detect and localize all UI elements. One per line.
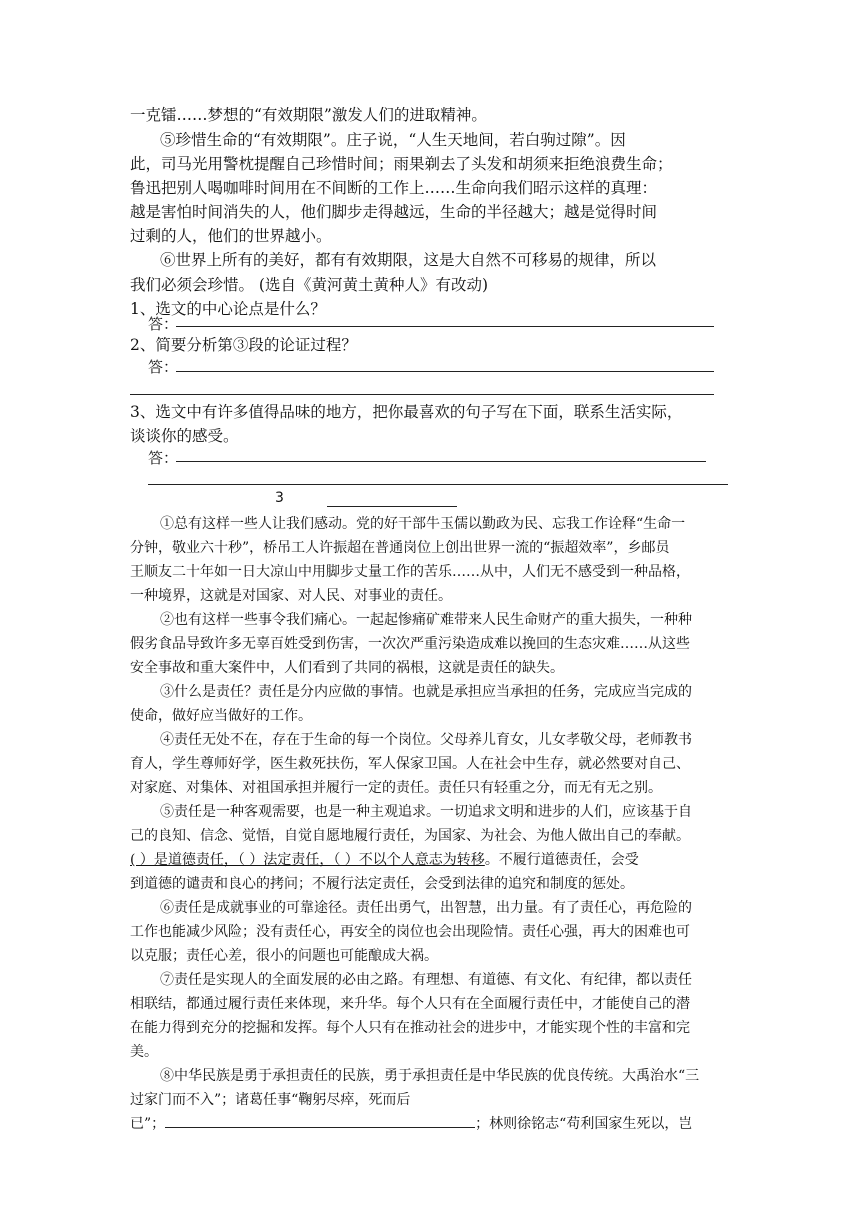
text-line: ⑥世界上所有的美好，都有有效期限，这是大自然不可移易的规律，所以 (160, 251, 657, 269)
text-line: 相联结，都通过履行责任来体现，来升华。每个人只有在全面履行责任中，才能使自己的潜 (130, 996, 690, 1012)
text-line: ⑦责任是实现人的全面发展的必由之路。有理想、有道德、有文化、有纪律，都以责任 (160, 972, 692, 988)
text-line: 鲁迅把别人喝咖啡时间用在不间断的工作上……生命向我们昭示这样的真理： (130, 179, 658, 197)
text-line: 使命，做好应当做好的工作。 (130, 708, 312, 724)
answer-line[interactable] (176, 326, 714, 327)
text-line: 一种境界，这就是对国家、对人民、对事业的责任。 (130, 588, 452, 604)
answer-line[interactable] (176, 371, 714, 372)
text-line: 对家庭、对集体、对祖国承担并履行一定的责任。责任只有轻重之分，而无有无之别。 (130, 780, 662, 796)
text-line: 王顺友二十年如一日大凉山中用脚步丈量工作的苦乐……从中，人们无不感受到一种品格， (130, 564, 690, 580)
text-line: ②也有这样一些事令我们痛心。一起起惨痛矿难带来人民生命财产的重大损失，一种种 (160, 612, 692, 628)
title-blank-line[interactable] (327, 506, 457, 507)
question-1: 1、选文的中心论点是什么？ (130, 300, 326, 318)
text-line: 美。 (130, 1044, 158, 1060)
text-line: 在能力得到充分的挖掘和发挥。每个人只有在推动社会的进步中，才能实现个性的丰富和完 (130, 1020, 690, 1036)
text-line: 此，司马光用警枕提醒自己珍惜时间；雨果剃去了头发和胡须来拒绝浪费生命； (130, 155, 673, 173)
text-line: 到道德的谴责和良心的拷问；不履行法定责任，会受到法律的追究和制度的惩处。 (130, 876, 634, 892)
text-line: 越是害怕时间消失的人，他们脚步走得越远，生命的半径越大；越是觉得时间 (130, 203, 658, 221)
text-line: 假劣食品导致许多无辜百姓受到伤害，一次次严重污染造成难以挽回的生态灾难……从这些 (130, 636, 690, 652)
question-2: 2、简要分析第③段的论证过程？ (130, 336, 357, 354)
text-line: ⑤责任是一种客观需要，也是一种主观追求。一切追求文明和进步的人们，应该基于自 (160, 804, 692, 820)
text-line: 过剩的人，他们的世界越小。 (130, 227, 332, 245)
text-line: 安全事故和重大案件中，人们看到了共同的祸根，这就是责任的缺失。 (130, 660, 564, 676)
text-line: 过家门而不入”；诸葛任事“鞠躬尽瘁，死而后 (130, 1092, 411, 1108)
text-line: 分钟，敬业六十秒”，桥吊工人许振超在普通岗位上创出世界一流的“振超效率”，乡邮员 (130, 540, 670, 556)
text-line: 己的良知、信念、觉悟，自觉自愿地履行责任，为国家、为社会、为他人做出自己的奉献。 (130, 828, 690, 844)
text-line: 一克镭……梦想的“有效期限”激发人们的进取精神。 (130, 106, 487, 124)
text-start: 已”； (130, 1116, 166, 1132)
question-3: 3、选文中有许多值得品味的地方，把你最喜欢的句子写在下面，联系生活实际， (130, 403, 683, 421)
text-line: 工作也能减少风险；没有责任心，再安全的岗位也会出现险情。责任心强，再大的困难也可 (130, 924, 690, 940)
text-tail: 。不履行道德责任，会受 (484, 852, 639, 868)
text-line: ④责任无处不在，存在于生命的每一个岗位。父母养儿育女，儿女孝敬父母，老师教书 (160, 732, 692, 748)
text-line: ①总有这样一些人让我们感动。党的好干部牛玉儒以勤政为民、忘我工作诠释“生命一 (160, 516, 686, 532)
answer-label: 答： (148, 449, 179, 467)
text-end: ；林则徐铭志“苟利国家生死以，岂 (475, 1116, 693, 1132)
text-line: ⑧中华民族是勇于承担责任的民族，勇于承担责任是中华民族的优良传统。大禹治水“三 (160, 1068, 700, 1084)
text-line: 以克服；责任心差，很小的问题也可能酿成大祸。 (130, 948, 438, 964)
fill-blank[interactable] (165, 1112, 475, 1128)
section-number: 3 (275, 490, 284, 506)
text-line: ⑥责任是成就事业的可靠途径。责任出勇气，出智慧，出力量。有了责任心，再危险的 (160, 900, 692, 916)
text-line: 我们必须会珍惜。 (选自《黄河黄土黄种人》有改动) (130, 276, 489, 294)
answer-line[interactable] (176, 461, 706, 462)
text-line: ③什么是责任？责任是分内应做的事情。也就是承担应当承担的任务，完成应当完成的 (160, 684, 692, 700)
text-line: 育人，学生尊师好学，医生救死扶伤，军人保家卫国。人在社会中生存，就必然要对自己、 (130, 756, 690, 772)
text-line-underlined (130, 848, 730, 872)
answer-label: 答： (148, 358, 179, 376)
underlined-sentence: ( ）是道德责任，（ ）法定责任，（ ）不以个人意志为转移 (130, 852, 485, 868)
text-line: ⑤珍惜生命的“有效期限”。庄子说，“人生天地间，若白驹过隙”。因 (160, 131, 626, 149)
text-line-fill-blank (130, 1112, 730, 1136)
answer-line[interactable] (130, 394, 714, 395)
question-3-cont: 谈谈你的感受。 (130, 427, 239, 445)
answer-line[interactable] (148, 484, 728, 485)
answer-label: 答： (148, 315, 179, 333)
